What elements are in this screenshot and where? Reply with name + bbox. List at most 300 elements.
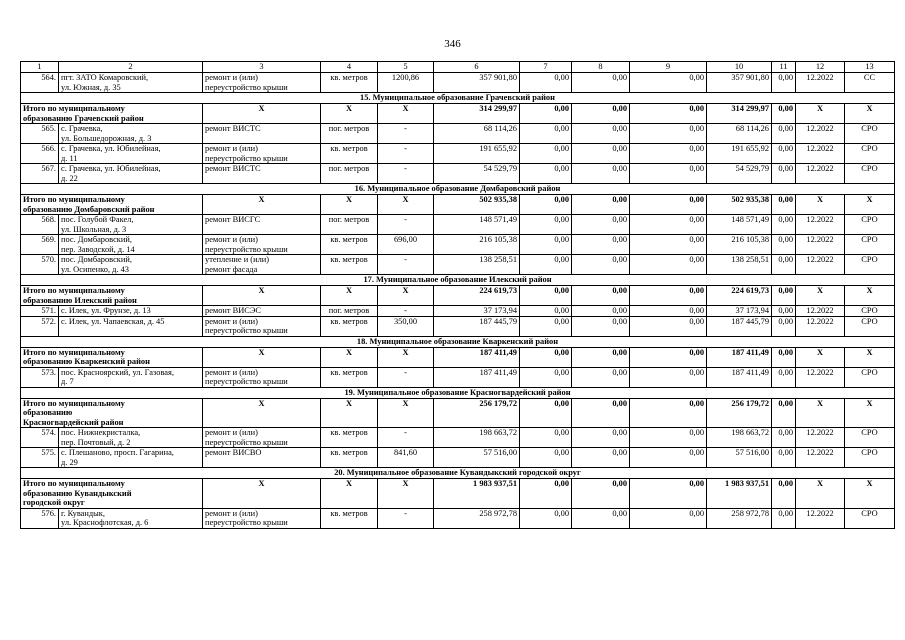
table-row [21,508,895,528]
total-label [21,286,203,306]
total-cell-c4: X [321,104,378,124]
total-cell-c4: X [321,398,378,428]
total-cell-c6: 1 983 937,51 [434,479,520,509]
section-title: 15. Муниципальное образование Грачевский район [21,93,895,104]
unit-cell: кв. метров [321,235,378,255]
address-line: с. Илек, ул. Чапаевская, д. 45 [61,316,165,326]
total-label [21,479,203,509]
total-cell-c12: X [796,286,845,306]
method-cell: СРО [845,367,895,387]
amount-cell-c6: 57 516,00 [434,448,520,468]
address-line: пгт. ЗАТО Комаровский, [61,73,149,82]
row-number: 565. [21,124,59,144]
quantity-cell: - [378,215,434,235]
total-cell-c10: 502 935,38 [707,195,772,215]
amount-cell-c11: 0,00 [772,367,796,387]
address-line: с. Грачевка, ул. Юбилейная, [61,164,161,173]
amount-cell-c10: 187 445,79 [707,316,772,336]
total-cell-c11: 0,00 [772,286,796,306]
total-label-line: Красногвардейский район [23,417,124,427]
amount-cell-c7: 0,00 [520,316,572,336]
amount-cell-c7: 0,00 [520,124,572,144]
row-number: 566. [21,144,59,164]
total-cell-c8: 0,00 [572,347,630,367]
total-row [21,104,895,124]
total-cell-c4: X [321,286,378,306]
amount-cell-c6: 187 445,79 [434,316,520,336]
column-header: 5 [378,62,434,73]
amount-cell-c9: 0,00 [630,73,707,93]
address-line: пос. Домбаровский, [61,235,132,244]
amount-cell-c6: 191 655,92 [434,144,520,164]
work-type-line: ремонт и (или) [205,508,258,518]
address-line: ул. Осипенко, д. 43 [61,264,129,274]
total-label-line: Итого по муниципальному [23,479,125,488]
total-cell-c7: 0,00 [520,104,572,124]
total-cell-c9: 0,00 [630,195,707,215]
method-cell: СРО [845,255,895,275]
amount-cell-c8: 0,00 [572,164,630,184]
amount-cell-c10: 191 655,92 [707,144,772,164]
amount-cell-c6: 54 529,79 [434,164,520,184]
total-label-line: Итого по муниципальному [23,195,125,204]
section-header-row [21,336,895,347]
amount-cell-c6: 216 105,38 [434,235,520,255]
address-cell [59,124,203,144]
section-header-row [21,468,895,479]
total-cell-c11: 0,00 [772,104,796,124]
total-cell-c3: X [203,479,321,509]
amount-cell-c10: 198 663,72 [707,428,772,448]
total-cell-c8: 0,00 [572,398,630,428]
address-cell [59,306,203,317]
total-label [21,398,203,428]
work-type-cell [203,124,321,144]
work-type-line: переустройство крыши [205,326,288,335]
quantity-cell: - [378,508,434,528]
column-header: 4 [321,62,378,73]
total-cell-c7: 0,00 [520,195,572,215]
total-cell-c10: 224 619,73 [707,286,772,306]
amount-cell-c7: 0,00 [520,255,572,275]
total-label-line: Итого по муниципальному [23,398,125,408]
section-header-row [21,275,895,286]
amount-cell-c8: 0,00 [572,73,630,93]
amount-cell-c8: 0,00 [572,124,630,144]
total-label-line: образованию Грачевский район [23,113,144,123]
table-row [21,448,895,468]
amount-cell-c7: 0,00 [520,428,572,448]
address-cell [59,316,203,336]
column-header: 12 [796,62,845,73]
amount-cell-c6: 357 901,80 [434,73,520,93]
quantity-cell: - [378,164,434,184]
address-cell [59,508,203,528]
method-cell: СРО [845,235,895,255]
deadline-cell: 12.2022 [796,235,845,255]
work-type-line: ремонт ВИСТС [205,124,261,133]
total-cell-c13: X [845,286,895,306]
amount-cell-c9: 0,00 [630,235,707,255]
amount-cell-c11: 0,00 [772,235,796,255]
total-cell-c3: X [203,347,321,367]
section-title: 16. Муниципальное образование Домбаровский район [21,184,895,195]
total-row [21,195,895,215]
total-label [21,347,203,367]
work-type-line: переустройство крыши [205,518,288,527]
section-title: 18. Муниципальное образование Кваркенский район [21,336,895,347]
work-type-line: ремонт ВИСТС [205,164,261,173]
address-cell [59,448,203,468]
address-line: д. 29 [61,457,78,467]
amount-cell-c7: 0,00 [520,164,572,184]
unit-cell: кв. метров [321,73,378,93]
amount-cell-c6: 198 663,72 [434,428,520,448]
method-cell: СРО [845,164,895,184]
section-header-row [21,184,895,195]
total-cell-c12: X [796,398,845,428]
amount-cell-c7: 0,00 [520,448,572,468]
amount-cell-c10: 138 258,51 [707,255,772,275]
amount-cell-c8: 0,00 [572,316,630,336]
amount-cell-c11: 0,00 [772,73,796,93]
amount-cell-c8: 0,00 [572,144,630,164]
table-row [21,215,895,235]
amount-cell-c10: 57 516,00 [707,448,772,468]
total-label-line: городской округ [23,498,85,507]
total-cell-c6: 256 179,72 [434,398,520,428]
work-type-line: ремонт и (или) [205,428,258,437]
row-number: 572. [21,316,59,336]
address-cell [59,164,203,184]
address-line: пос. Голубой Факел, [61,215,134,224]
amount-cell-c7: 0,00 [520,144,572,164]
work-type-cell [203,215,321,235]
total-label [21,104,203,124]
work-type-cell [203,306,321,317]
total-cell-c5: X [378,398,434,428]
work-type-line: утепление и (или) [205,255,270,264]
row-number: 573. [21,367,59,387]
deadline-cell: 12.2022 [796,448,845,468]
work-type-line: переустройство крыши [205,244,288,254]
column-header: 10 [707,62,772,73]
unit-cell: кв. метров [321,448,378,468]
unit-cell: пог. метров [321,164,378,184]
table-row [21,73,895,93]
column-header: 9 [630,62,707,73]
page-number: 346 [444,38,461,50]
work-type-cell [203,73,321,93]
deadline-cell: 12.2022 [796,316,845,336]
column-header: 3 [203,62,321,73]
address-line: с. Грачевка, ул. Юбилейная, [61,144,161,153]
work-type-line: ремонт ВИСВО [205,448,262,457]
quantity-cell: 696,00 [378,235,434,255]
amount-cell-c6: 37 173,94 [434,306,520,317]
column-header: 11 [772,62,796,73]
address-cell [59,255,203,275]
total-row [21,286,895,306]
section-title: 17. Муниципальное образование Илекский район [21,275,895,286]
work-type-line: ремонт ВИСЭС [205,306,261,315]
quantity-cell: - [378,428,434,448]
total-label-line: образованию [23,408,73,417]
amount-cell-c8: 0,00 [572,306,630,317]
address-line: ул. Южная, д. 35 [61,82,121,92]
work-type-line: ремонт и (или) [205,73,258,82]
method-cell: СРО [845,508,895,528]
quantity-cell: 841,60 [378,448,434,468]
address-line: ул. Школьная, д. 3 [61,224,127,234]
amount-cell-c10: 187 411,49 [707,367,772,387]
amount-cell-c10: 258 972,78 [707,508,772,528]
work-type-cell [203,164,321,184]
total-cell-c13: X [845,104,895,124]
total-cell-c8: 0,00 [572,195,630,215]
amount-cell-c11: 0,00 [772,164,796,184]
total-row [21,398,895,428]
table-row [21,255,895,275]
address-line: ул. Большедорожная, д. 3 [61,133,152,143]
amount-cell-c9: 0,00 [630,448,707,468]
section-title: 19. Муниципальное образование Красногвардейский район [21,387,895,398]
deadline-cell: 12.2022 [796,144,845,164]
address-line: г. Кувандык, [61,508,105,518]
amount-cell-c8: 0,00 [572,255,630,275]
amount-cell-c11: 0,00 [772,215,796,235]
amount-cell-c9: 0,00 [630,428,707,448]
method-cell: СС [845,73,895,93]
amount-cell-c6: 187 411,49 [434,367,520,387]
row-number: 574. [21,428,59,448]
total-label-line: образованию Илекский район [23,295,137,305]
total-cell-c13: X [845,195,895,215]
deadline-cell: 12.2022 [796,306,845,317]
deadline-cell: 12.2022 [796,428,845,448]
address-cell [59,428,203,448]
column-header: 1 [21,62,59,73]
table-row [21,428,895,448]
quantity-cell: - [378,367,434,387]
quantity-cell: - [378,144,434,164]
total-cell-c7: 0,00 [520,479,572,509]
total-cell-c7: 0,00 [520,347,572,367]
section-title: 20. Муниципальное образование Кувандыкский городской округ [21,468,895,479]
work-type-cell [203,255,321,275]
address-line: пос. Домбаровский, [61,255,132,264]
deadline-cell: 12.2022 [796,367,845,387]
quantity-cell: - [378,124,434,144]
address-line: д. 7 [61,377,74,386]
total-cell-c10: 1 983 937,51 [707,479,772,509]
amount-cell-c10: 357 901,80 [707,73,772,93]
work-type-cell [203,367,321,387]
amount-cell-c11: 0,00 [772,124,796,144]
column-header: 6 [434,62,520,73]
total-cell-c8: 0,00 [572,286,630,306]
total-cell-c4: X [321,479,378,509]
quantity-cell: 1200,86 [378,73,434,93]
unit-cell: пог. метров [321,215,378,235]
amount-cell-c7: 0,00 [520,508,572,528]
total-cell-c6: 187 411,49 [434,347,520,367]
deadline-cell: 12.2022 [796,255,845,275]
row-number: 571. [21,306,59,317]
column-header: 13 [845,62,895,73]
total-cell-c5: X [378,195,434,215]
unit-cell: кв. метров [321,316,378,336]
total-cell-c11: 0,00 [772,347,796,367]
method-cell: СРО [845,316,895,336]
work-type-line: переустройство крыши [205,377,288,386]
amount-cell-c8: 0,00 [572,508,630,528]
amount-cell-c10: 216 105,38 [707,235,772,255]
total-cell-c9: 0,00 [630,398,707,428]
amount-cell-c9: 0,00 [630,255,707,275]
deadline-cell: 12.2022 [796,73,845,93]
amount-cell-c8: 0,00 [572,215,630,235]
column-header: 2 [59,62,203,73]
total-cell-c3: X [203,195,321,215]
method-cell: СРО [845,448,895,468]
total-cell-c5: X [378,479,434,509]
total-label-line: образованию Домбаровский район [23,204,155,214]
unit-cell: кв. метров [321,428,378,448]
section-header-row [21,93,895,104]
address-line: ул. Краснофлотская, д. 6 [61,518,149,527]
address-line: с. Плешаново, просп. Гагарина, [61,448,174,457]
total-cell-c7: 0,00 [520,398,572,428]
row-number: 575. [21,448,59,468]
deadline-cell: 12.2022 [796,164,845,184]
amount-cell-c8: 0,00 [572,428,630,448]
address-line: д. 11 [61,153,78,163]
address-cell [59,235,203,255]
table-row [21,164,895,184]
total-cell-c3: X [203,286,321,306]
amount-cell-c9: 0,00 [630,306,707,317]
total-cell-c12: X [796,195,845,215]
total-cell-c7: 0,00 [520,286,572,306]
total-cell-c13: X [845,479,895,509]
amount-cell-c6: 148 571,49 [434,215,520,235]
amount-cell-c11: 0,00 [772,508,796,528]
total-cell-c9: 0,00 [630,479,707,509]
work-type-line: переустройство крыши [205,153,288,163]
work-type-cell [203,428,321,448]
table-row [21,235,895,255]
work-type-line: переустройство крыши [205,82,288,92]
work-type-line: ремонт фасада [205,264,258,274]
amount-cell-c11: 0,00 [772,144,796,164]
deadline-cell: 12.2022 [796,215,845,235]
amount-cell-c6: 138 258,51 [434,255,520,275]
work-type-line: ремонт ВИСГС [205,215,261,224]
address-cell [59,144,203,164]
method-cell: СРО [845,306,895,317]
total-cell-c5: X [378,286,434,306]
total-cell-c5: X [378,104,434,124]
total-cell-c12: X [796,347,845,367]
amount-cell-c11: 0,00 [772,428,796,448]
work-type-line: переустройство крыши [205,437,288,447]
total-cell-c3: X [203,398,321,428]
total-cell-c3: X [203,104,321,124]
total-cell-c4: X [321,195,378,215]
table-row [21,144,895,164]
amount-cell-c7: 0,00 [520,235,572,255]
total-cell-c10: 256 179,72 [707,398,772,428]
deadline-cell: 12.2022 [796,124,845,144]
deadline-cell: 12.2022 [796,508,845,528]
row-number: 570. [21,255,59,275]
work-type-line: ремонт и (или) [205,144,258,153]
table-row [21,367,895,387]
total-cell-c5: X [378,347,434,367]
address-line: пос. Нижнекристалка, [61,428,141,437]
amount-cell-c9: 0,00 [630,508,707,528]
total-label-line: Итого по муниципальному [23,286,125,295]
total-cell-c11: 0,00 [772,398,796,428]
table-row [21,124,895,144]
amount-cell-c7: 0,00 [520,367,572,387]
unit-cell: кв. метров [321,508,378,528]
amount-cell-c6: 68 114,26 [434,124,520,144]
total-cell-c6: 502 935,38 [434,195,520,215]
amount-cell-c9: 0,00 [630,164,707,184]
column-header: 7 [520,62,572,73]
amount-cell-c11: 0,00 [772,448,796,468]
amount-cell-c9: 0,00 [630,367,707,387]
unit-cell: кв. метров [321,255,378,275]
work-type-line: ремонт и (или) [205,367,258,377]
total-cell-c9: 0,00 [630,286,707,306]
total-cell-c6: 314 299,97 [434,104,520,124]
amount-cell-c10: 37 173,94 [707,306,772,317]
table-row [21,316,895,336]
method-cell: СРО [845,428,895,448]
address-line: д. 22 [61,173,78,183]
total-label [21,195,203,215]
row-number: 568. [21,215,59,235]
address-line: с. Илек, ул. Фрунзе, д. 13 [61,306,151,315]
total-cell-c11: 0,00 [772,195,796,215]
section-header-row [21,387,895,398]
total-cell-c4: X [321,347,378,367]
row-number: 576. [21,508,59,528]
total-cell-c12: X [796,104,845,124]
method-cell: СРО [845,215,895,235]
quantity-cell: - [378,255,434,275]
total-cell-c8: 0,00 [572,479,630,509]
amount-cell-c7: 0,00 [520,73,572,93]
amount-cell-c9: 0,00 [630,144,707,164]
total-row [21,479,895,509]
row-number: 567. [21,164,59,184]
repair-program-table [20,61,895,529]
unit-cell: пог. метров [321,306,378,317]
unit-cell: кв. метров [321,367,378,387]
amount-cell-c6: 258 972,78 [434,508,520,528]
amount-cell-c8: 0,00 [572,448,630,468]
total-label-line: Итого по муниципальному [23,347,125,357]
total-cell-c10: 187 411,49 [707,347,772,367]
work-type-line: ремонт и (или) [205,316,258,326]
address-line: пер. Почтовый, д. 2 [61,437,131,447]
amount-cell-c8: 0,00 [572,367,630,387]
row-number: 569. [21,235,59,255]
